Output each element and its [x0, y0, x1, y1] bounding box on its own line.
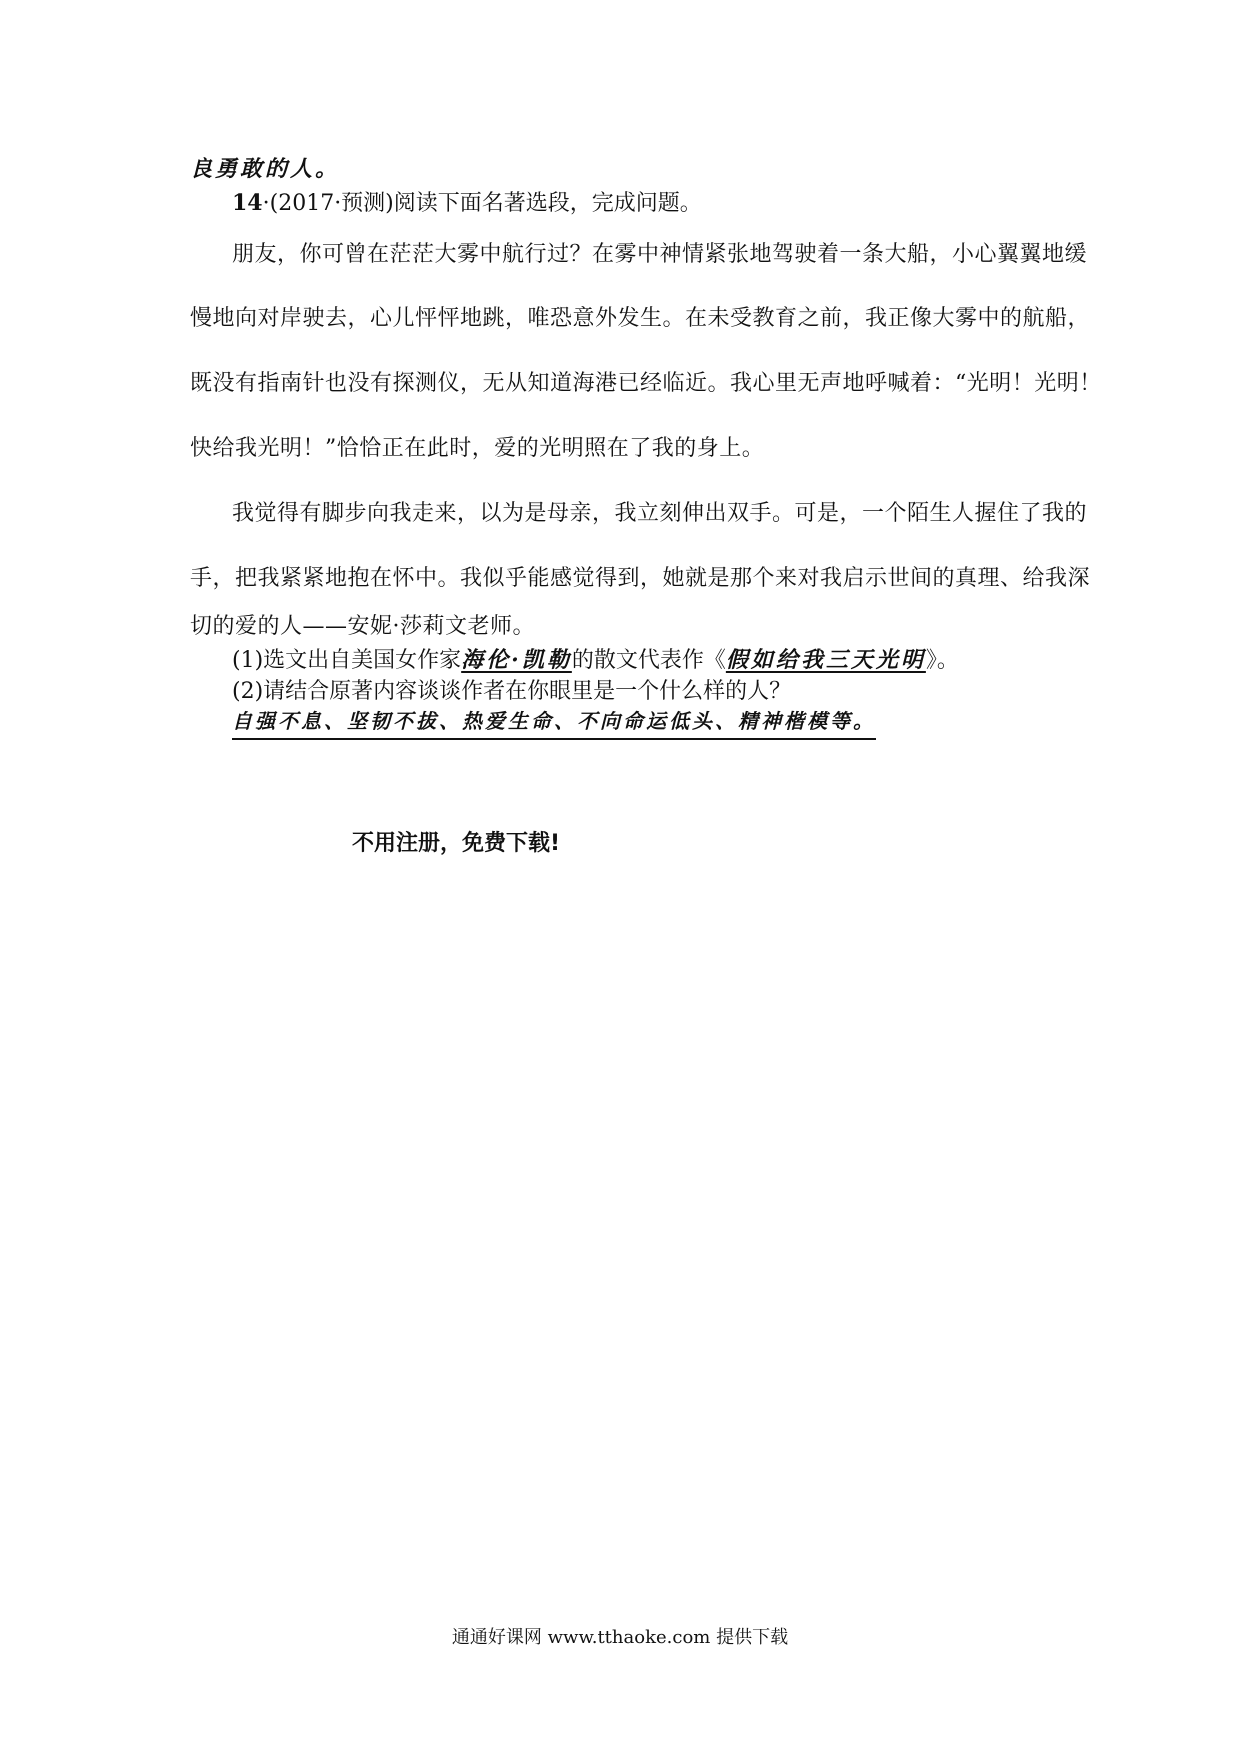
previous-answer-tail: 良勇敢的人。: [190, 156, 341, 182]
passage-line: 快给我光明！”恰恰正在此时，爱的光明照在了我的身上。: [190, 436, 765, 461]
passage-line: 慢地向对岸驶去，心儿怦怦地跳，唯恐意外发生。在未受教育之前，我正像大雾中的航船，: [190, 306, 1091, 331]
sub-question-1-suffix: 》。: [925, 648, 959, 673]
question-number: 14: [232, 190, 263, 216]
footer-text: 通通好课网 www.tthaoke.com 提供下载: [451, 1627, 789, 1648]
question-header: [232, 186, 702, 217]
answer-2: 自强不息、坚韧不拔、热爱生命、不向命运低头、精神楷模等。: [232, 705, 876, 740]
promo-text: 不用注册，免费下载!: [352, 831, 561, 856]
sub-question-2: (2)请结合原著内容谈谈作者在你眼里是一个什么样的人？: [232, 679, 792, 704]
passage-line: 手，把我紧紧地抱在怀中。我似乎能感觉得到，她就是那个来对我启示世间的真理、给我深: [190, 566, 1091, 591]
passage-line: 既没有指南针也没有探测仪，无从知道海港已经临近。我心里无声地呼喊着：“光明！光明！: [190, 371, 1102, 396]
question-header-text: ·(2017·预测)阅读下面名著选段，完成问题。: [262, 191, 702, 216]
answer-author: 海伦·凯勒: [461, 647, 572, 673]
passage-line: 切的爱的人——安妮·莎莉文老师。: [190, 614, 535, 639]
answer-work-title: 假如给我三天光明: [725, 647, 926, 673]
sub-question-1-middle: 的散文代表作《: [571, 648, 726, 673]
passage-line: 朋友，你可曾在茫茫大雾中航行过？在雾中神情紧张地驾驶着一条大船，小心翼翼地缓: [232, 242, 1088, 267]
sub-question-1: [232, 643, 959, 674]
sub-question-1-prefix: (1)选文出自美国女作家: [232, 648, 462, 673]
passage-line: 我觉得有脚步向我走来，以为是母亲，我立刻伸出双手。可是，一个陌生人握住了我的: [232, 501, 1088, 526]
